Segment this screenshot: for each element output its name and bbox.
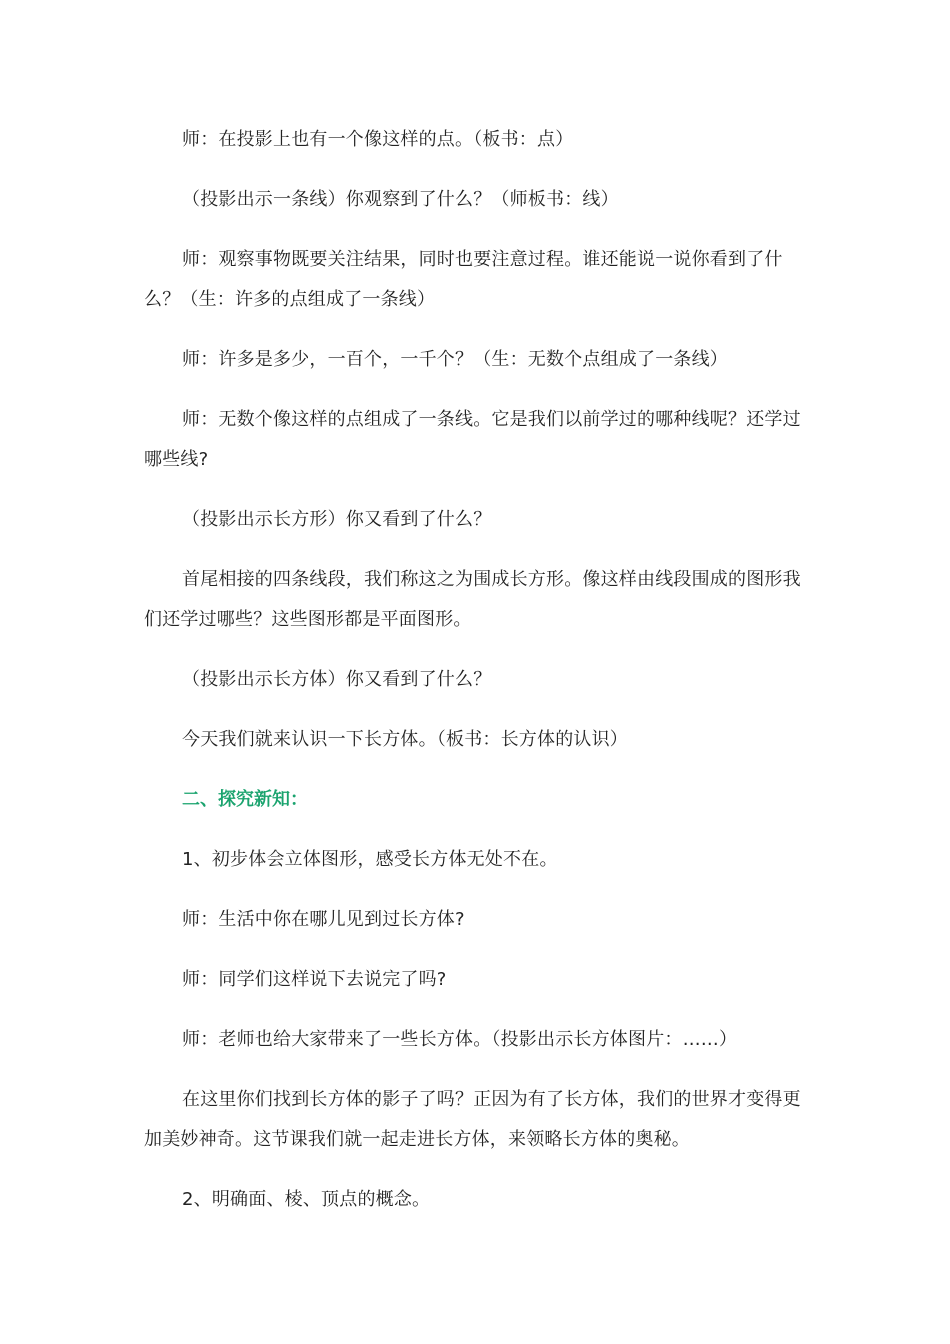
paragraph-projection-rectangle: （投影出示长方形）你又看到了什么？ — [182, 509, 492, 530]
paragraph-four-segments: 首尾相接的四条线段，我们称这之为围成长方形。像这样由线段围成的图形我们还学过哪些？这些图形都是平面图形。 — [144, 569, 801, 630]
paragraph-countless-points: 师：无数个像这样的点组成了一条线。它是我们以前学过的哪种线呢？还学过哪些线? — [144, 409, 801, 470]
paragraph-observe-process: 师：观察事物既要关注结果，同时也要注意过程。谁还能说一说你看到了什么？（生：许多的点组成了一条线） — [144, 249, 783, 310]
section-heading: 二、探究新知： — [182, 789, 308, 810]
paragraph-teacher-brought: 师：老师也给大家带来了一些长方体。（投影出示长方体图片：……） — [182, 1029, 738, 1050]
paragraph-step-2: 2、明确面、棱、顶点的概念。 — [182, 1189, 431, 1210]
paragraph-projection-line: （投影出示一条线）你观察到了什么？（师板书：线） — [182, 189, 619, 210]
paragraph-today-cuboid: 今天我们就来认识一下长方体。（板书：长方体的认识） — [182, 729, 628, 750]
paragraph-step-1: 1、初步体会立体图形，感受长方体无处不在。 — [182, 849, 558, 870]
paragraph-teacher-point: 师：在投影上也有一个像这样的点。（板书：点） — [182, 129, 574, 150]
paragraph-find-shadow: 在这里你们找到长方体的影子了吗？正因为有了长方体，我们的世界才变得更加美妙神奇。这节课我们就一起走进长方体，来领略长方体的奥秘。 — [144, 1089, 801, 1150]
paragraph-how-many: 师：许多是多少，一百个，一千个？（生：无数个点组成了一条线） — [182, 349, 728, 370]
document-body — [144, 120, 802, 1240]
paragraph-where-seen: 师：生活中你在哪儿见到过长方体? — [182, 909, 465, 930]
paragraph-projection-cuboid: （投影出示长方体）你又看到了什么？ — [182, 669, 492, 690]
paragraph-finished: 师：同学们这样说下去说完了吗? — [182, 969, 447, 990]
